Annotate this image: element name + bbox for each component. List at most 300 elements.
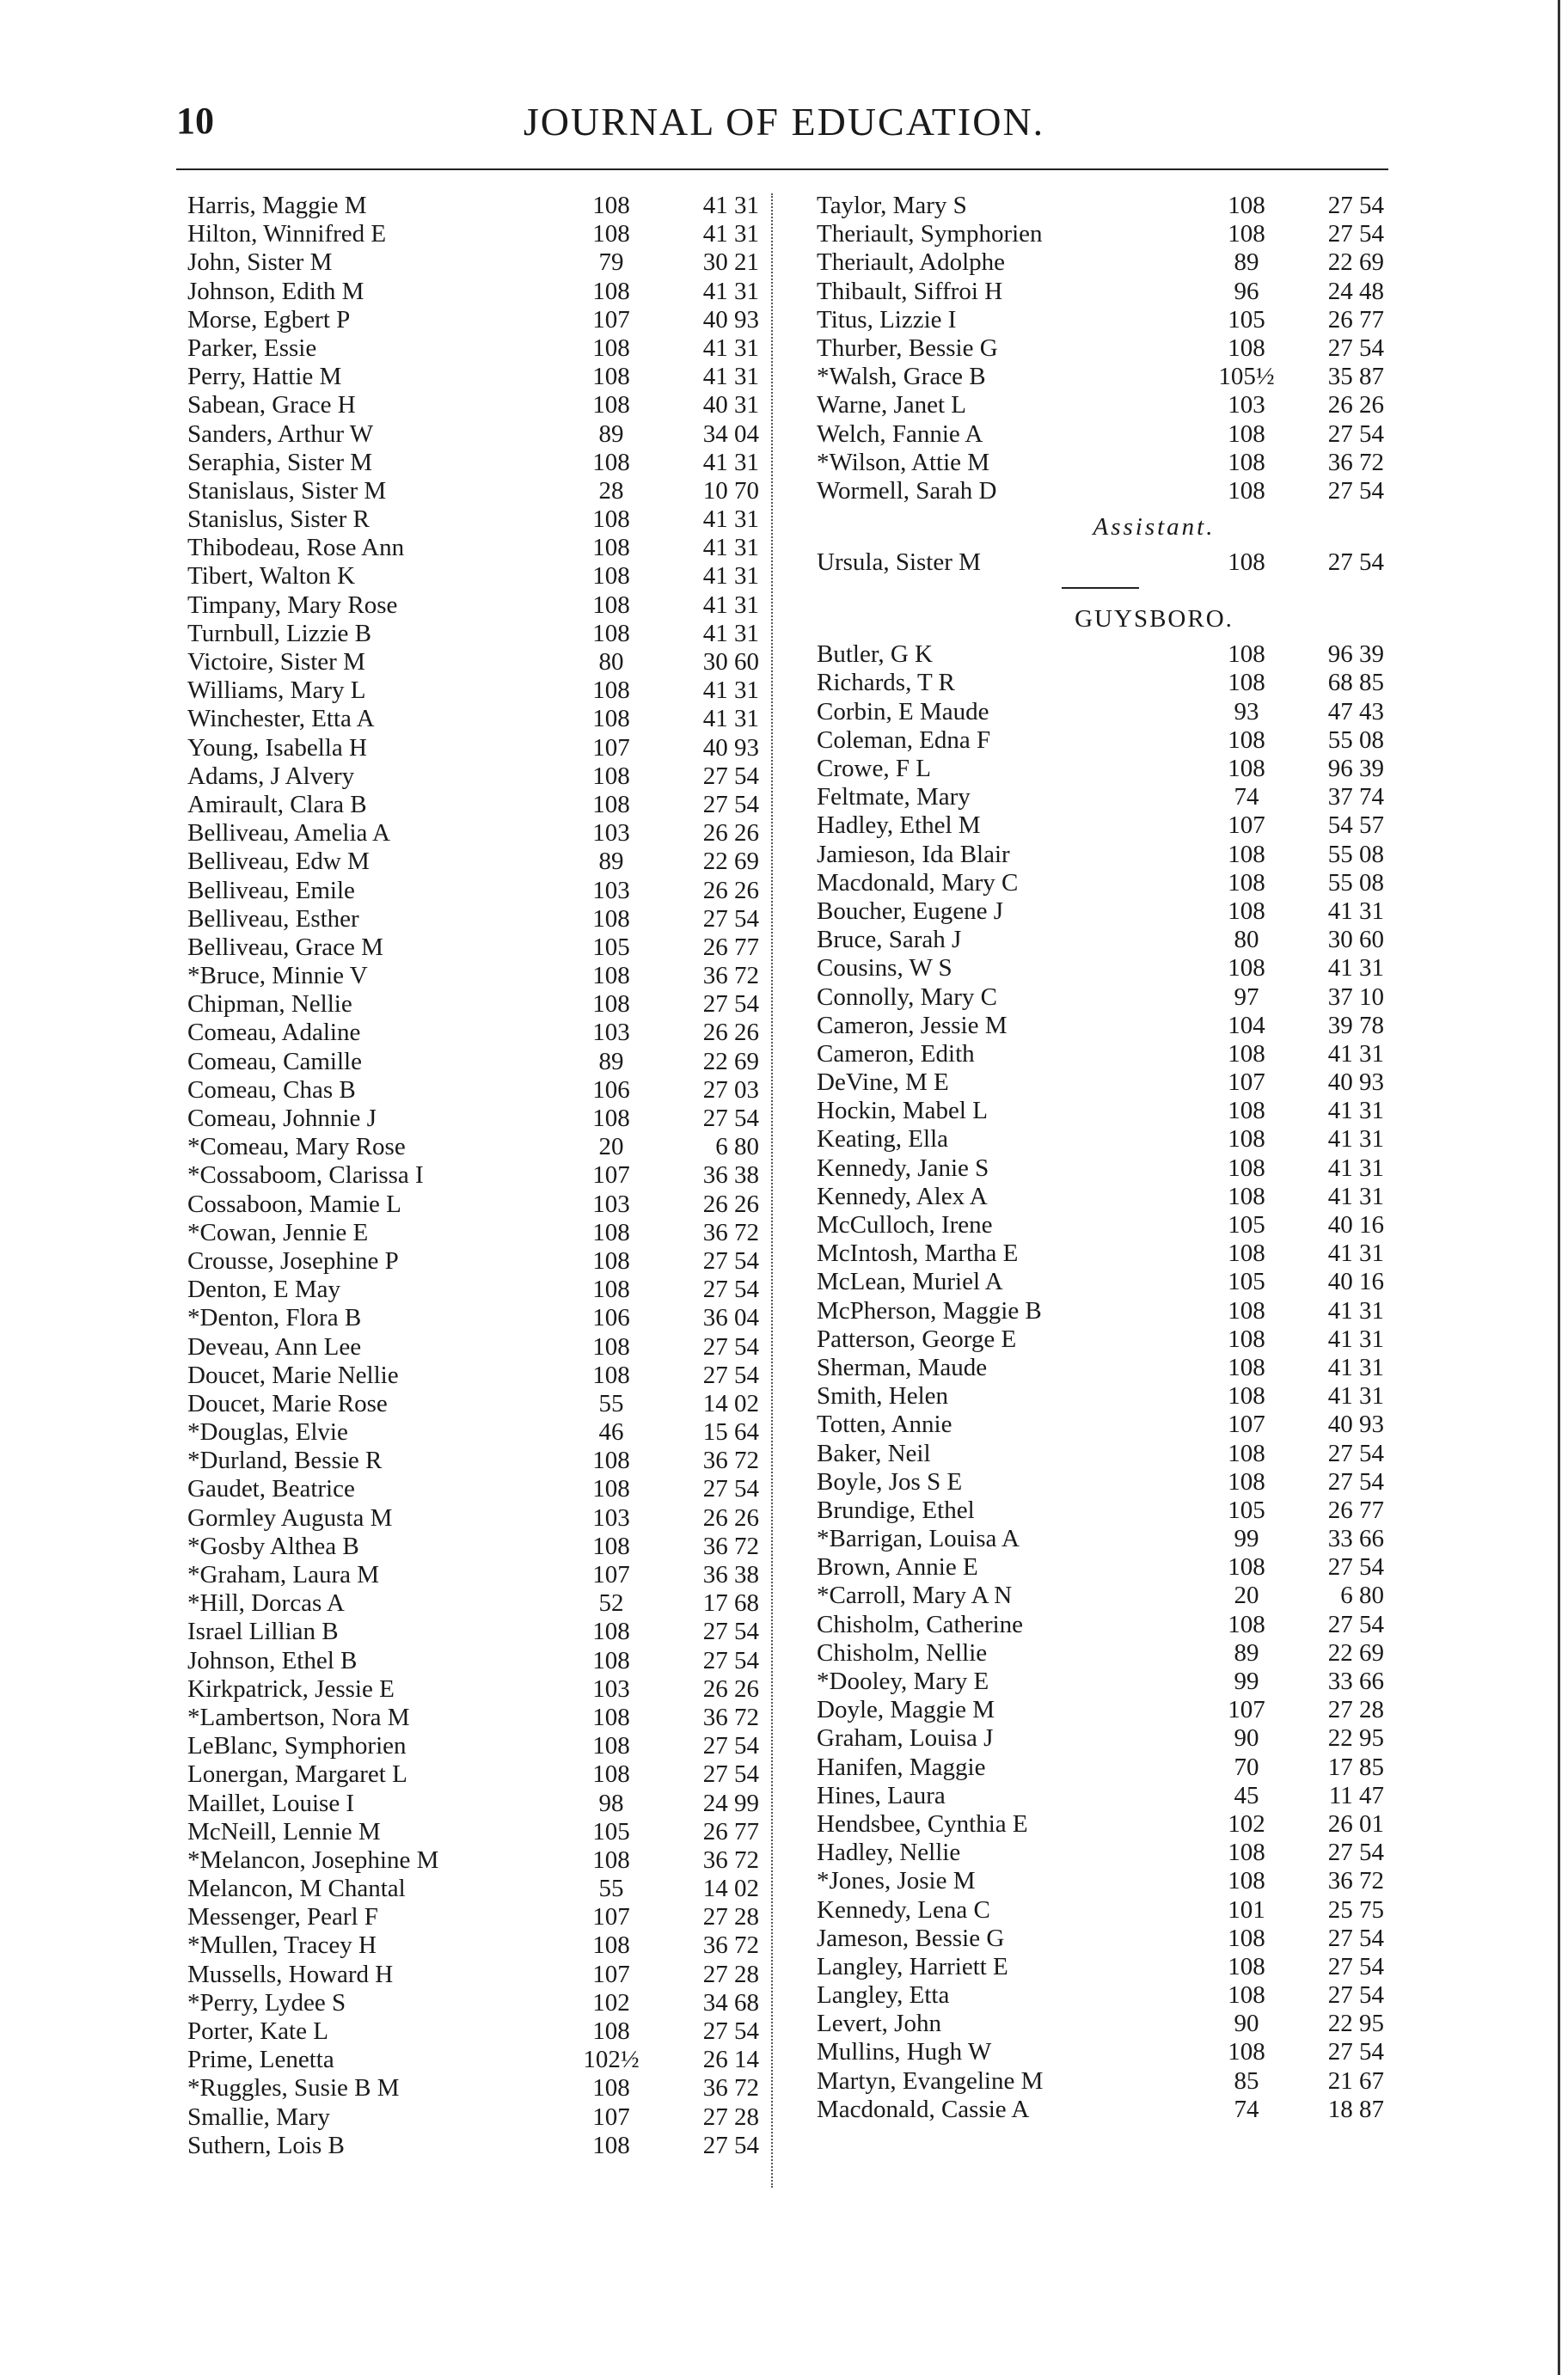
days-taught: 70 [1234, 1753, 1259, 1781]
table-row [804, 1839, 1384, 1867]
table-row [804, 2010, 1384, 2038]
table-row [804, 1097, 1384, 1125]
teacher-name: Prime, Lenetta [187, 2046, 334, 2074]
days-taught: 108 [592, 1931, 630, 1960]
table-row [187, 1304, 759, 1332]
days-taught: 108 [592, 1532, 630, 1560]
grant-amount: 41 31 [1327, 1125, 1384, 1154]
table-row [187, 1760, 759, 1789]
grant-amount: 27 54 [702, 990, 759, 1019]
table-row [187, 477, 759, 505]
days-taught: 108 [592, 1447, 630, 1475]
grant-amount: 11 47 [1328, 1781, 1384, 1809]
teacher-name: Theriault, Adolphe [817, 248, 1006, 277]
days-taught: 108 [592, 990, 630, 1019]
grant-amount: 26 01 [1327, 1809, 1384, 1838]
table-row [804, 1896, 1384, 1925]
grant-amount: 22 95 [1327, 1724, 1384, 1753]
table-row [804, 841, 1384, 869]
table-row [187, 248, 759, 277]
table-row [804, 669, 1384, 697]
days-taught: 108 [1228, 1296, 1265, 1325]
table-row [187, 1504, 759, 1533]
days-taught: 108 [592, 790, 630, 818]
teacher-name: Denton, E May [187, 1276, 340, 1304]
teacher-name: Thibodeau, Rose Ann [187, 534, 405, 562]
teacher-name: Chisholm, Nellie [817, 1638, 988, 1667]
teacher-name: Chipman, Nellie [187, 990, 352, 1019]
table-row [187, 791, 759, 819]
table-row [187, 1790, 759, 1818]
days-taught: 80 [598, 648, 624, 676]
grant-amount: 41 31 [702, 534, 759, 562]
teacher-name: Hanifen, Maggie [817, 1753, 986, 1781]
grant-amount: 40 16 [1327, 1211, 1384, 1239]
grant-amount: 27 54 [702, 2017, 759, 2045]
table-row [804, 1696, 1384, 1724]
days-taught: 108 [592, 676, 630, 705]
grant-amount: 27 54 [1327, 419, 1384, 448]
days-taught: 108 [592, 1703, 630, 1731]
grant-amount: 27 54 [702, 1732, 759, 1760]
days-taught: 74 [1234, 783, 1259, 811]
days-taught: 108 [1228, 1353, 1265, 1381]
teacher-name: *Barrigan, Louisa A [817, 1525, 1020, 1553]
table-row [804, 1782, 1384, 1810]
table-row [804, 1183, 1384, 1211]
teacher-name: Wormell, Sarah D [817, 476, 997, 505]
days-taught: 108 [592, 363, 630, 391]
left-column [187, 192, 759, 2160]
grant-amount: 41 31 [1327, 1182, 1384, 1210]
days-taught: 103 [592, 1019, 630, 1047]
grant-amount: 41 31 [1327, 897, 1384, 925]
days-taught: 89 [598, 419, 624, 448]
days-taught: 108 [1228, 1182, 1265, 1210]
teacher-name: Crowe, F L [817, 755, 931, 782]
teacher-name: McLean, Muriel A [817, 1268, 1003, 1296]
days-taught: 108 [1228, 1839, 1265, 1867]
teacher-name: Doyle, Maggie M [817, 1696, 995, 1724]
days-taught: 108 [592, 904, 630, 933]
days-taught: 108 [592, 391, 630, 419]
teacher-name: Seraphia, Sister M [187, 448, 373, 476]
table-row [804, 1639, 1384, 1668]
teacher-name: Keating, Ella [817, 1125, 949, 1154]
table-row [804, 1497, 1384, 1525]
grant-amount: 24 48 [1327, 277, 1384, 305]
grant-amount: 27 54 [702, 1332, 759, 1361]
teacher-name: *Mullen, Tracey H [187, 1931, 377, 1960]
grant-amount: 27 54 [702, 762, 759, 790]
days-taught: 105 [592, 933, 630, 961]
table-row [187, 1618, 759, 1646]
days-taught: 108 [1228, 448, 1265, 476]
teacher-name: Kennedy, Alex A [817, 1182, 988, 1210]
days-taught: 108 [1228, 1553, 1265, 1582]
table-row [804, 1297, 1384, 1325]
grant-amount: 40 93 [1327, 1068, 1384, 1097]
days-taught: 105 [1228, 305, 1265, 334]
table-row [187, 1276, 759, 1304]
teacher-name: Turnbull, Lizzie B [187, 619, 372, 647]
teacher-name: Graham, Louisa J [817, 1724, 994, 1753]
table-row [187, 1561, 759, 1589]
teacher-name: Bruce, Sarah J [817, 926, 962, 954]
table-row [187, 762, 759, 791]
days-taught: 108 [1228, 897, 1265, 925]
right-column [804, 192, 1384, 2124]
table-row [187, 420, 759, 449]
teacher-name: *Cowan, Jennie E [187, 1218, 369, 1246]
days-taught: 52 [598, 1589, 624, 1618]
grant-amount: 26 26 [702, 1503, 759, 1532]
table-row [187, 1732, 759, 1760]
table-row [804, 1810, 1384, 1839]
teacher-name: Mullins, Hugh W [817, 2038, 992, 2066]
grant-amount: 36 38 [702, 1561, 759, 1588]
grant-amount: 25 75 [1327, 1895, 1384, 1924]
table-row [187, 1931, 759, 1960]
days-taught: 108 [1228, 755, 1265, 782]
grant-amount: 27 54 [702, 1646, 759, 1674]
days-taught: 98 [598, 1789, 624, 1817]
grant-amount: 36 72 [702, 1218, 759, 1246]
days-taught: 107 [592, 1960, 630, 1988]
grant-amount: 36 72 [702, 2074, 759, 2103]
table-row [187, 1589, 759, 1618]
days-taught: 108 [1228, 868, 1265, 897]
teacher-name: Boucher, Eugene J [817, 897, 1004, 925]
grant-amount: 36 38 [702, 1161, 759, 1190]
days-taught: 106 [592, 1075, 630, 1104]
days-taught: 80 [1234, 926, 1259, 954]
table-row [187, 962, 759, 990]
grant-amount: 22 69 [1327, 1638, 1384, 1667]
teacher-name: Doucet, Marie Rose [187, 1389, 388, 1417]
teacher-name: Melancon, M Chantal [187, 1875, 406, 1903]
table-row [187, 734, 759, 762]
table-row [187, 1191, 759, 1219]
days-taught: 102 [1228, 1809, 1265, 1838]
table-row [187, 705, 759, 733]
table-row [187, 278, 759, 306]
table-row [804, 1154, 1384, 1183]
grant-amount: 35 87 [1327, 363, 1384, 391]
table-row [187, 1333, 759, 1362]
table-row [804, 811, 1384, 840]
teacher-name: Gormley Augusta M [187, 1503, 393, 1532]
grant-amount: 27 54 [702, 904, 759, 933]
days-taught: 96 [1234, 277, 1259, 305]
grant-amount: 27 54 [1327, 220, 1384, 248]
table-row [187, 1076, 759, 1105]
table-row [804, 1325, 1384, 1354]
grant-amount: 27 28 [702, 1903, 759, 1931]
grant-amount: 26 77 [702, 933, 759, 961]
grant-amount: 27 54 [1327, 1839, 1384, 1867]
teacher-name: McIntosh, Martha E [817, 1240, 1019, 1268]
days-taught: 108 [1228, 1325, 1265, 1353]
grant-amount: 27 54 [702, 1246, 759, 1275]
grant-amount: 40 93 [1327, 1411, 1384, 1439]
table-row [804, 363, 1384, 391]
grant-amount: 27 54 [702, 1105, 759, 1132]
teacher-name: Israel Lillian B [187, 1618, 339, 1646]
table-row [187, 1105, 759, 1133]
days-taught: 108 [1228, 548, 1265, 577]
grant-amount: 40 93 [702, 733, 759, 762]
days-taught: 108 [1228, 1125, 1265, 1154]
teacher-name: Stanislus, Sister R [187, 505, 370, 534]
days-taught: 107 [1228, 1411, 1265, 1439]
table-row [187, 1989, 759, 2017]
days-taught: 108 [1228, 220, 1265, 248]
table-row [804, 983, 1384, 1012]
days-taught: 108 [592, 2131, 630, 2159]
grant-amount: 27 54 [1327, 1467, 1384, 1496]
grant-amount: 18 87 [1327, 2095, 1384, 2123]
days-taught: 99 [1234, 1525, 1259, 1553]
teacher-name: Messenger, Pearl F [187, 1903, 378, 1931]
table-row [804, 248, 1384, 277]
days-taught: 103 [592, 1674, 630, 1703]
days-taught: 108 [1228, 1467, 1265, 1496]
page-header [0, 0, 1568, 172]
grant-amount: 24 99 [702, 1789, 759, 1817]
grant-amount: 41 31 [702, 277, 759, 305]
grant-amount: 37 10 [1327, 982, 1384, 1011]
table-row [804, 306, 1384, 334]
teacher-name: Langley, Harriett E [817, 1952, 1008, 1980]
table-row [187, 676, 759, 705]
teacher-name: Maillet, Louise I [187, 1789, 355, 1817]
teacher-name: Stanislaus, Sister M [187, 476, 387, 505]
days-taught: 103 [592, 876, 630, 904]
table-row [804, 2067, 1384, 2096]
grant-amount: 27 54 [702, 1361, 759, 1389]
teacher-name: McNeill, Lennie M [187, 1817, 381, 1846]
table-row [187, 1903, 759, 1931]
table-row [804, 1125, 1384, 1154]
grant-amount: 68 85 [1327, 669, 1384, 697]
days-taught: 108 [1228, 1867, 1265, 1895]
table-row [804, 2096, 1384, 2124]
days-taught: 97 [1234, 982, 1259, 1011]
days-taught: 105 [1228, 1268, 1265, 1296]
grant-amount: 26 77 [1327, 305, 1384, 334]
grant-amount: 26 77 [1327, 1496, 1384, 1524]
teacher-name: Amirault, Clara B [187, 790, 367, 818]
grant-amount: 36 72 [1327, 1867, 1384, 1895]
grant-amount: 21 67 [1327, 2066, 1384, 2095]
table-row [804, 1724, 1384, 1753]
days-taught: 108 [1228, 1952, 1265, 1980]
grant-amount: 40 16 [1327, 1268, 1384, 1296]
table-row [804, 1525, 1384, 1553]
teacher-name: Coleman, Edna F [817, 725, 991, 754]
teacher-name: Totten, Annie [817, 1411, 952, 1439]
grant-amount: 41 31 [702, 363, 759, 391]
teacher-name: Young, Isabella H [187, 733, 367, 762]
days-taught: 108 [1228, 1154, 1265, 1182]
guysboro-list [804, 640, 1384, 2124]
grant-amount: 96 39 [1327, 640, 1384, 669]
teacher-name: Deveau, Ann Lee [187, 1332, 362, 1361]
grant-amount: 37 74 [1327, 783, 1384, 811]
days-taught: 89 [1234, 1638, 1259, 1667]
days-taught: 93 [1234, 697, 1259, 725]
days-taught: 108 [1228, 840, 1265, 868]
section-separator [804, 577, 1384, 597]
page-edge-mark [1558, 0, 1560, 2375]
grant-amount: 27 54 [1327, 548, 1384, 577]
table-row [804, 1440, 1384, 1468]
grant-amount: 41 31 [702, 676, 759, 705]
table-row [804, 1468, 1384, 1497]
table-row [187, 306, 759, 334]
grant-amount: 41 31 [1327, 1039, 1384, 1068]
days-taught: 107 [592, 2103, 630, 2131]
days-taught: 103 [592, 819, 630, 848]
teacher-name: Brundige, Ethel [817, 1496, 975, 1524]
days-taught: 108 [1228, 1924, 1265, 1952]
days-taught: 99 [1234, 1668, 1259, 1695]
days-taught: 108 [592, 1361, 630, 1389]
days-taught: 108 [1228, 2038, 1265, 2066]
table-row [187, 1675, 759, 1704]
table-row [804, 869, 1384, 897]
grant-amount: 27 54 [702, 1276, 759, 1304]
table-row [804, 220, 1384, 248]
table-row [804, 1582, 1384, 1610]
grant-amount: 22 95 [1327, 2010, 1384, 2038]
table-row [804, 1068, 1384, 1097]
grant-amount: 41 31 [1327, 1097, 1384, 1125]
table-row [187, 2132, 759, 2160]
table-row [187, 363, 759, 391]
days-taught: 108 [1228, 1981, 1265, 2010]
table-row [187, 1475, 759, 1503]
grant-amount: 10 70 [702, 476, 759, 505]
grant-amount: 41 31 [1327, 1240, 1384, 1268]
teacher-name: Belliveau, Emile [187, 876, 355, 904]
teacher-name: *Denton, Flora B [187, 1304, 362, 1332]
days-taught: 108 [592, 448, 630, 476]
teacher-name: *Melancon, Josephine M [187, 1846, 439, 1874]
teacher-name: Johnson, Ethel B [187, 1646, 358, 1674]
days-taught: 103 [592, 1190, 630, 1218]
days-taught: 107 [1228, 1068, 1265, 1097]
table-row [804, 1668, 1384, 1696]
teacher-name: Warne, Janet L [817, 391, 966, 419]
table-row [187, 534, 759, 562]
days-taught: 102 [592, 1988, 630, 2017]
grant-amount: 26 77 [702, 1817, 759, 1846]
grant-amount: 41 31 [702, 705, 759, 733]
grant-amount: 27 54 [1327, 476, 1384, 505]
teacher-name: Macdonald, Cassie A [817, 2095, 1030, 2123]
days-taught: 108 [1228, 725, 1265, 754]
table-row [804, 2038, 1384, 2066]
table-row [187, 648, 759, 676]
teacher-name: *Durland, Bessie R [187, 1447, 383, 1475]
teacher-name: Mussells, Howard H [187, 1960, 394, 1988]
teacher-name: Comeau, Camille [187, 1047, 362, 1075]
grant-amount: 17 68 [702, 1589, 759, 1618]
teacher-name: *Wilson, Attie M [817, 448, 990, 476]
grant-amount: 41 31 [1327, 1325, 1384, 1353]
table-row [187, 819, 759, 848]
teacher-name: Morse, Egbert P [187, 305, 351, 334]
teacher-name: Baker, Neil [817, 1439, 931, 1467]
days-taught: 90 [1234, 1724, 1259, 1753]
teacher-name: Jameson, Bessie G [817, 1924, 1005, 1952]
teacher-name: *Bruce, Minnie V [187, 962, 368, 990]
running-title: JOURNAL OF EDUCATION. [523, 100, 1045, 144]
days-taught: 107 [592, 305, 630, 334]
days-taught: 108 [592, 762, 630, 790]
days-taught: 105 [1228, 1496, 1265, 1524]
teacher-name: *Lambertson, Nora M [187, 1703, 410, 1731]
teacher-name: Gaudet, Beatrice [187, 1475, 355, 1503]
table-row [804, 192, 1384, 220]
teacher-name: Thurber, Bessie G [817, 334, 998, 362]
table-row [804, 1411, 1384, 1439]
teacher-name: LeBlanc, Symphorien [187, 1732, 407, 1760]
days-taught: 108 [592, 505, 630, 534]
teacher-name: Macdonald, Mary C [817, 868, 1019, 897]
table-row [187, 591, 759, 620]
teacher-name: Cousins, W S [817, 954, 952, 982]
teacher-name: *Dooley, Mary E [817, 1668, 989, 1695]
grant-amount: 26 26 [1327, 391, 1384, 419]
teacher-name: Taylor, Mary S [817, 192, 967, 219]
grant-amount: 26 26 [702, 1019, 759, 1047]
days-taught: 46 [598, 1418, 624, 1447]
days-taught: 108 [1228, 1382, 1265, 1411]
table-row [804, 391, 1384, 419]
grant-amount: 27 54 [1327, 1924, 1384, 1952]
teacher-name: Johnson, Edith M [187, 277, 364, 305]
days-taught: 107 [592, 1161, 630, 1190]
teacher-name: Doucet, Marie Nellie [187, 1361, 399, 1389]
grant-amount: 27 54 [702, 790, 759, 818]
table-row [187, 1533, 759, 1561]
days-taught: 108 [1228, 669, 1265, 697]
teacher-name: Belliveau, Grace M [187, 933, 383, 961]
teacher-name: Harris, Maggie M [187, 192, 367, 219]
days-taught: 108 [1228, 476, 1265, 505]
teacher-name: Cossaboon, Mamie L [187, 1190, 401, 1218]
days-taught: 108 [592, 1475, 630, 1503]
guysboro-heading: GUYSBORO. [1075, 605, 1234, 634]
teacher-name: Levert, John [817, 2010, 941, 2038]
grant-amount: 40 93 [702, 305, 759, 334]
days-taught: 108 [592, 1276, 630, 1304]
grant-amount: 27 54 [702, 1618, 759, 1646]
days-taught: 45 [1234, 1781, 1259, 1809]
table-row [187, 1418, 759, 1447]
grant-amount: 55 08 [1327, 725, 1384, 754]
days-taught: 108 [1228, 419, 1265, 448]
table-row [804, 1382, 1384, 1411]
teacher-name: Tibert, Walton K [187, 562, 356, 591]
header-rule [176, 168, 1388, 170]
table-row [187, 391, 759, 419]
table-row [187, 848, 759, 876]
days-taught: 108 [592, 1760, 630, 1789]
